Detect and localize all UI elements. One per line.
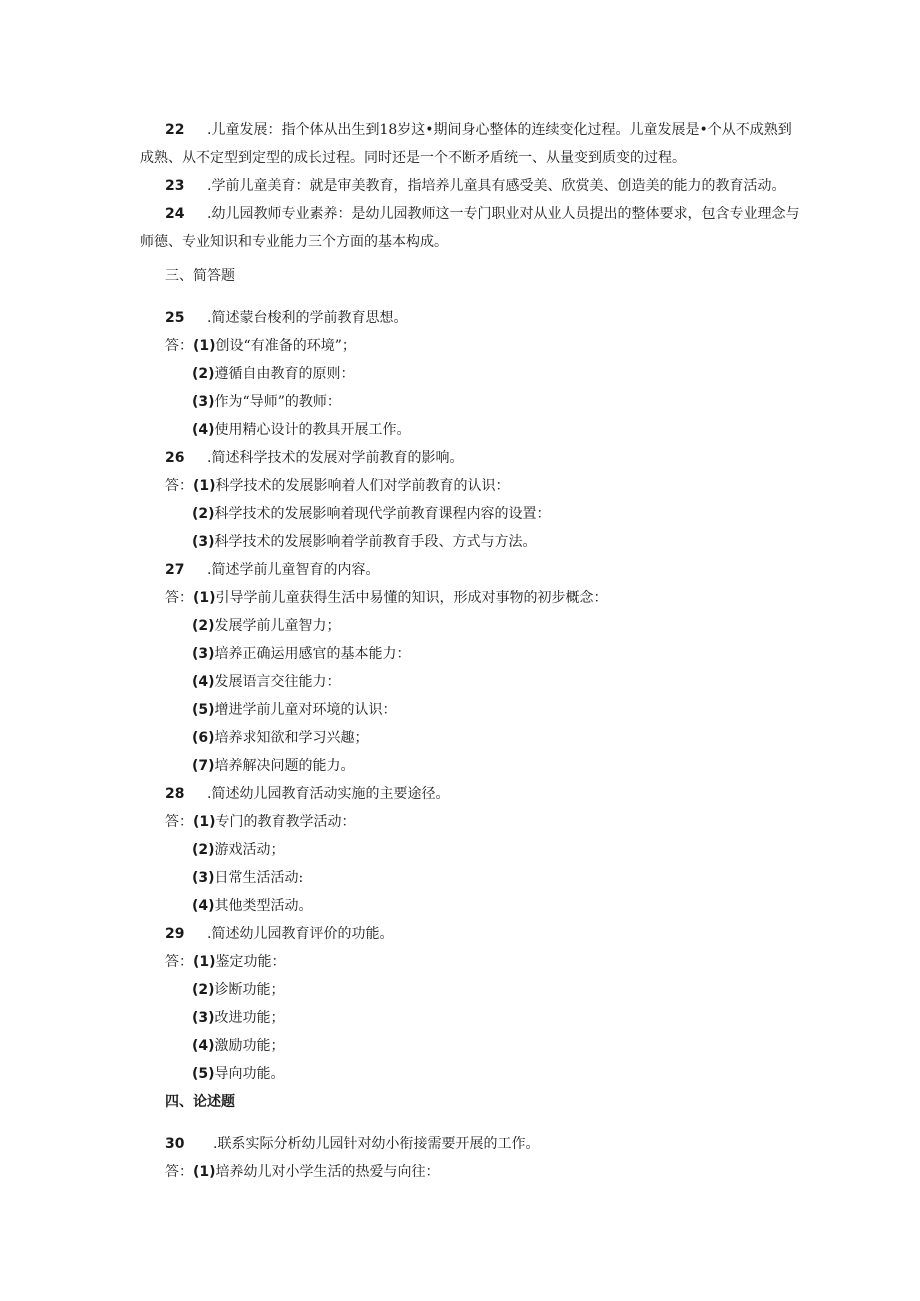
answer-item-text: 作为“导师”的教师： [214,394,341,410]
item-number: 24 [165,206,185,222]
answer-item-number: (4) [192,422,215,438]
answer-item-text: 科学技术的发展影响着现代学前教育课程内容的设置： [214,506,551,522]
answer-item-number: (2) [192,506,215,522]
definition-text-continued: 成熟、从不定型到定型的成长过程。同时还是一个不断矛盾统一、从量变到质变的过程。 [140,150,686,166]
answer-item-number: (3) [192,394,215,410]
question-number: 27 [165,562,185,578]
section-heading-essay: 四、论述题 [165,1094,235,1110]
answer-item-text: 培养求知欲和学习兴趣； [214,730,369,746]
definition-text: .学前儿童美育：就是审美教育，指培养儿童具有感受美、欣赏美、创造美的能力的教育活动。 [207,178,786,194]
question-27 [140,556,790,780]
question-28 [140,780,790,920]
answer-item-text: 游戏活动； [214,842,285,858]
answer-item-number: (5) [192,1066,215,1082]
question-text: .简述蒙台梭利的学前教育思想。 [207,310,408,326]
answer-item-text: 引导学前儿童获得生活中易懂的知识，形成对事物的初步概念： [215,590,608,606]
answer-item-text: 培养解决问题的能力。 [214,758,355,774]
answer-item-number: (1) [193,1164,216,1180]
answer-item-text: 增进学前儿童对环境的认识： [214,702,397,718]
answer-item-text: 改进功能； [214,1010,285,1026]
answer-item-text: 遵循自由教育的原则： [214,366,355,382]
definition-23 [140,172,790,200]
answer-label: 答： [165,478,193,494]
answer-label: 答： [165,338,193,354]
question-number: 30 [165,1136,185,1152]
answer-item-number: (1) [193,590,216,606]
answer-item-number: (3) [192,1010,215,1026]
item-number: 22 [165,122,185,138]
question-text: .简述幼儿园教育活动实施的主要途径。 [207,786,450,802]
answer-label: 答： [165,814,193,830]
answer-item-text: 使用精心设计的教具开展工作。 [214,422,411,438]
answer-item-text: 发展学前儿童智力； [214,618,341,634]
question-25 [140,304,790,444]
definition-text-continued: 师德、专业知识和专业能力三个方面的基本构成。 [140,234,448,250]
answer-item-number: (7) [192,758,215,774]
answer-item-text: 日常生活活动: [214,870,304,886]
answer-item-number: (2) [192,618,215,634]
answer-item-number: (3) [192,534,215,550]
question-text: .联系实际分析幼儿园针对幼小衔接需要开展的工作。 [213,1136,540,1152]
question-text: .简述科学技术的发展对学前教育的影响。 [207,450,464,466]
answer-item-text: 科学技术的发展影响着人们对学前教育的认识： [215,478,510,494]
question-30 [140,1130,790,1186]
question-29 [140,920,790,1088]
question-number: 29 [165,926,185,942]
answer-item-text: 科学技术的发展影响着学前教育手段、方式与方法。 [214,534,537,550]
item-number: 23 [165,178,185,194]
answer-item-number: (4) [192,674,215,690]
answer-item-text: 培养幼儿对小学生活的热爱与向往： [215,1164,440,1180]
definition-24 [140,200,800,256]
answer-item-number: (6) [192,730,215,746]
question-text: .简述学前儿童智育的内容。 [207,562,380,578]
answer-item-number: (4) [192,898,215,914]
question-number: 28 [165,786,185,802]
answer-item-text: 其他类型活动。 [214,898,313,914]
document-body [140,116,800,1186]
answer-label: 答： [165,590,193,606]
answer-label: 答： [165,954,193,970]
answer-item-number: (1) [193,478,216,494]
question-number: 26 [165,450,185,466]
answer-label: 答： [165,1164,193,1180]
answer-item-number: (5) [192,702,215,718]
question-number: 25 [165,310,185,326]
definition-text: .幼儿园教师专业素养：是幼儿园教师这一专门职业对从业人员提出的整体要求，包含专业理念与 [207,206,800,222]
section-heading-short-answer: 三、简答题 [165,268,235,284]
answer-item-text: 鉴定功能： [215,954,286,970]
answer-item-number: (2) [192,842,215,858]
definition-22 [140,116,790,172]
answer-item-number: (3) [192,646,215,662]
answer-item-text: 发展语言交往能力： [214,674,341,690]
question-text: .简述幼儿园教育评价的功能。 [207,926,394,942]
answer-item-number: (2) [192,366,215,382]
answer-item-text: 导向功能。 [214,1066,285,1082]
answer-item-number: (1) [193,954,216,970]
question-26 [140,444,790,556]
answer-item-text: 培养正确运用感官的基本能力： [214,646,411,662]
answer-item-number: (4) [192,1038,215,1054]
definition-text: .儿童发展：指个体从出生到18岁这•期间身心整体的连续变化过程。儿童发展是•个从不成熟到 [207,122,792,138]
answer-item-number: (1) [193,814,216,830]
answer-item-number: (2) [192,982,215,998]
answer-item-text: 创设“有准备的环境”； [215,338,356,354]
answer-item-number: (1) [193,338,216,354]
answer-item-number: (3) [192,870,215,886]
answer-item-text: 激励功能； [214,1038,285,1054]
answer-item-text: 诊断功能； [214,982,285,998]
answer-item-text: 专门的教育教学活动： [215,814,356,830]
